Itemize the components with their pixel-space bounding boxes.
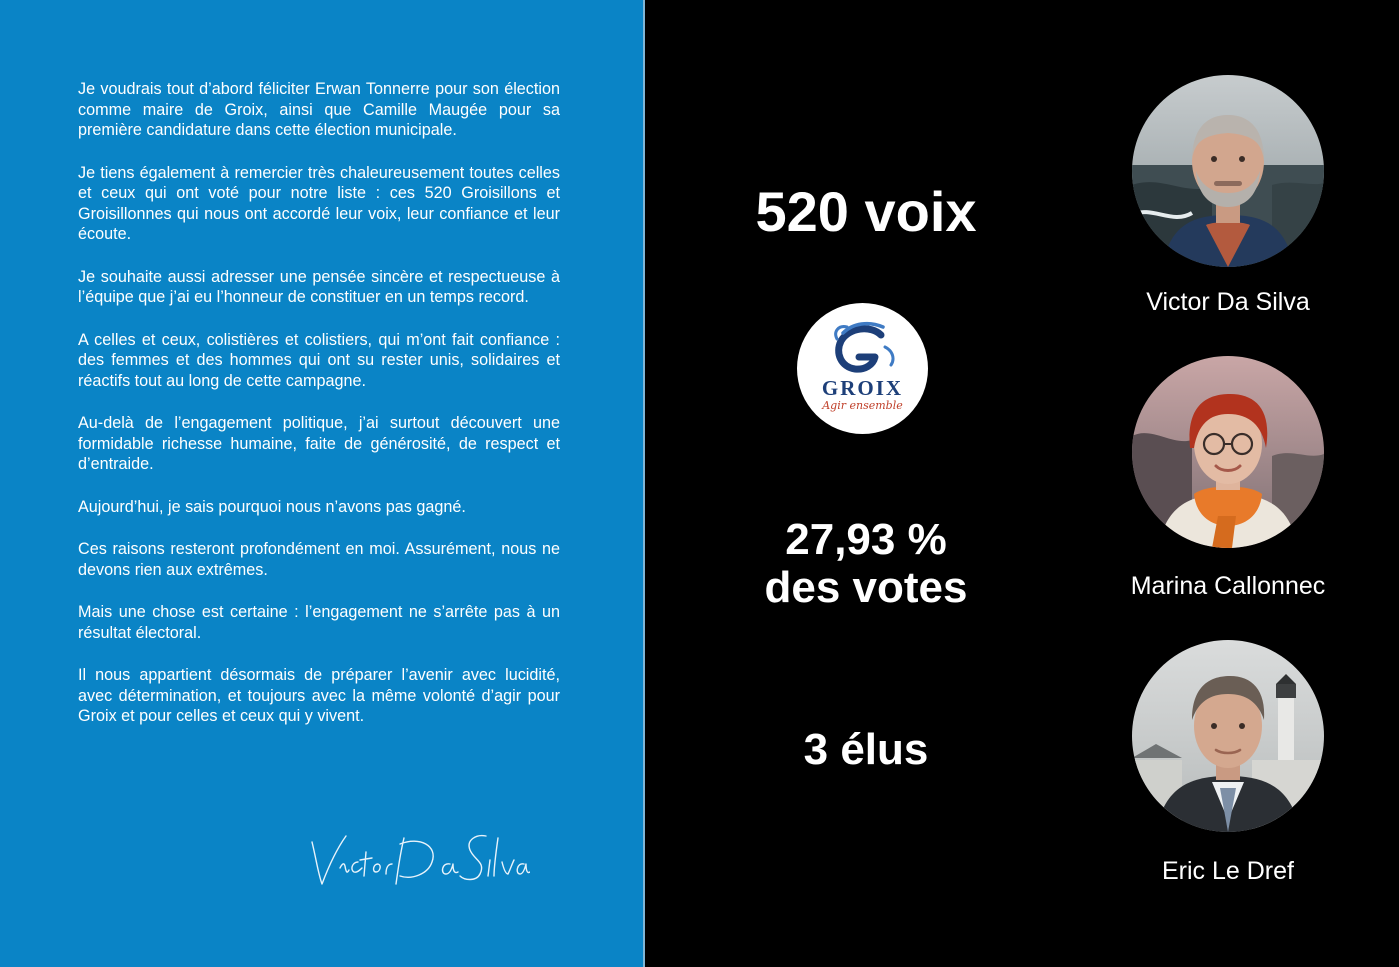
votes-count: 520 voix: [755, 180, 977, 243]
hands-g-logo-icon: [797, 303, 928, 434]
logo-title: GROIX: [821, 376, 904, 400]
member-name-3: Eric Le Dref: [1162, 857, 1294, 885]
letter-paragraph-3: Je souhaite aussi adresser une pensée sincère et respectueuse à l’équipe que j’ai eu l’honneur de constituer en un temps record.: [78, 267, 560, 306]
handwritten-signature: [300, 818, 530, 898]
letter-paragraph-4: A celles et ceux, colistières et colistiers, qui m’ont fait confiance : des femmes et des hommes qui ont su rester unis, solidaires et réactifs tout au long de cette campagne.: [78, 330, 560, 390]
letter-paragraph-2: Je tiens également à remercier très chaleureusement toutes celles et ceux qui ont voté pour notre liste : ces 520 Groisillons et Groisillonnes qui nous ont accordé leur voix, leur confiance et leur écoute.: [78, 163, 560, 243]
letter-text: [78, 79, 560, 749]
letter-paragraph-8: Mais une chose est certaine : l’engagement ne s’arrête pas à un résultat électoral.: [78, 603, 560, 642]
portrait-eric-le-dref: [1132, 640, 1324, 832]
votes-percentage-value: 27,93 %: [785, 515, 947, 564]
member-name-2: Marina Callonnec: [1130, 572, 1326, 600]
votes-percentage-label: des votes: [764, 563, 968, 612]
member-name-1: Victor Da Silva: [1146, 288, 1310, 316]
letter-paragraph-5: Au-delà de l’engagement politique, j’ai surtout découvert une formidable richesse humaine, faite de générosité, de respect et d’entraide.: [78, 414, 560, 473]
letter-paragraph-9: Il nous appartient désormais de préparer l’avenir avec lucidité, avec détermination, et toujours avec la même volonté d’agir pour Groix et pour celles et ceux qui y vivent.: [78, 666, 560, 725]
portrait-victor-da-silva: [1132, 75, 1324, 267]
elected-count: 3 élus: [803, 725, 929, 774]
portrait-marina-callonnec: [1132, 356, 1324, 548]
votes-percentage: [686, 516, 1046, 612]
letter-paragraph-1: Je voudrais tout d’abord féliciter Erwan Tonnerre pour son élection comme maire de Groix, ainsi que Camille Maugée pour sa première candidature dans cette élection municipale.: [78, 80, 560, 139]
groix-logo: [797, 303, 928, 434]
letter-paragraph-6: Aujourd’hui, je sais pourquoi nous n’avons pas gagné.: [78, 497, 466, 516]
logo-slogan: Agir ensemble: [822, 399, 903, 412]
letter-paragraph-7: Ces raisons resteront profondément en moi. Assurément, nous ne devons rien aux extrêmes.: [78, 540, 560, 579]
